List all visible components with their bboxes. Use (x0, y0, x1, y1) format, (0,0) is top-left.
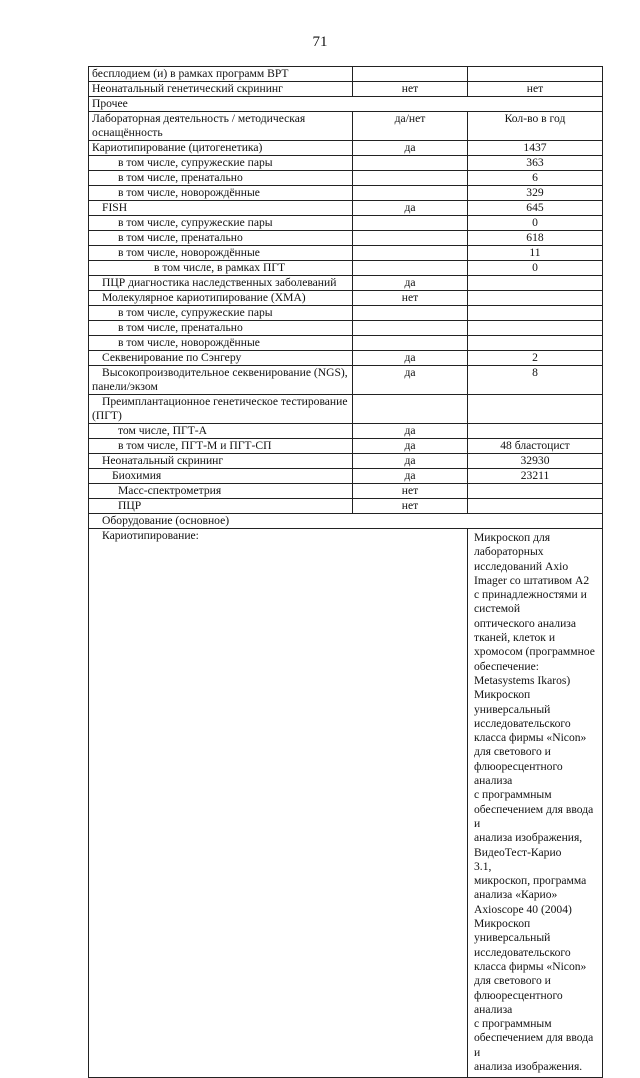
availability-cell: да (353, 201, 468, 216)
table-row (89, 261, 603, 276)
table-row (89, 321, 603, 336)
availability-cell: нет (353, 291, 468, 306)
count-per-year-cell (468, 499, 603, 514)
row-label: в том числе, пренатально (89, 231, 353, 246)
availability-cell: да (353, 424, 468, 439)
row-label: Неонатальный скрининг (89, 454, 353, 469)
availability-cell (353, 306, 468, 321)
availability-cell: да (353, 454, 468, 469)
row-label: Кариотипирование (цитогенетика) (89, 141, 353, 156)
equipment-line: анализа изображения. (474, 1059, 583, 1073)
count-per-year-cell (468, 484, 603, 499)
row-label: в том числе, новорождённые (89, 336, 353, 351)
row-label: ПЦР (89, 499, 353, 514)
row-label: том числе, ПГТ-А (89, 424, 353, 439)
equipment-line: Микроскоп универсальный (474, 917, 551, 945)
equipment-line: с программным обеспечением для ввода и (474, 1017, 594, 1059)
row-label: в том числе, в рамках ПГТ (89, 261, 353, 276)
table-row (89, 514, 603, 529)
count-per-year-cell: 48 бластоцист (468, 439, 603, 454)
table-row (89, 231, 603, 246)
availability-cell (353, 321, 468, 336)
count-per-year-cell (468, 67, 603, 82)
row-label: в том числе, новорождённые (89, 246, 353, 261)
table-row (89, 454, 603, 469)
count-per-year-cell: 618 (468, 231, 603, 246)
count-per-year-cell: 645 (468, 201, 603, 216)
count-per-year-cell: 329 (468, 186, 603, 201)
row-label: Биохимия (89, 469, 353, 484)
equipment-line: оптического анализа тканей, клеток и (474, 616, 576, 645)
count-per-year-cell (468, 306, 603, 321)
table-body (89, 67, 603, 1078)
row-label: Преимплантационное генетическое тестирование (ПГТ) (89, 395, 353, 424)
row-label: Молекулярное кариотипирование (ХМА) (89, 291, 353, 306)
equipment-row (89, 529, 603, 1078)
row-label: в том числе, пренатально (89, 321, 353, 336)
availability-cell (353, 261, 468, 276)
count-per-year-cell: 6 (468, 171, 603, 186)
table-row (89, 246, 603, 261)
availability-cell: да (353, 276, 468, 291)
row-label: ПЦР диагностика наследственных заболеваний (89, 276, 353, 291)
equipment-line: исследовательского класса фирмы «Nicon» (474, 945, 587, 973)
table-row (89, 469, 603, 484)
availability-cell (353, 156, 468, 171)
table-row (89, 351, 603, 366)
row-label: Высокопроизводительное секвенирование (NGS), панели/экзом (89, 366, 353, 395)
count-per-year-cell (468, 424, 603, 439)
equipment-line: 3.1, (474, 859, 492, 873)
equipment-label: Кариотипирование: (89, 529, 468, 1078)
count-per-year-cell: 0 (468, 261, 603, 276)
table-row (89, 97, 603, 112)
availability-cell: да/нет (353, 112, 468, 141)
availability-cell: нет (353, 82, 468, 97)
count-per-year-cell (468, 291, 603, 306)
table-row (89, 201, 603, 216)
equipment-line: исследовательского класса фирмы «Nicon» (474, 716, 587, 745)
count-per-year-cell: 363 (468, 156, 603, 171)
table-row (89, 171, 603, 186)
count-per-year-cell: Кол-во в год (468, 112, 603, 141)
table-row (89, 141, 603, 156)
row-label: Прочее (89, 97, 603, 112)
availability-cell: да (353, 469, 468, 484)
equipment-line: Микроскоп универсальный (474, 688, 551, 716)
table-row (89, 439, 603, 454)
row-label: FISH (89, 201, 353, 216)
row-label: в том числе, пренатально (89, 171, 353, 186)
equipment-line: хромосом (программное обеспечение: (474, 645, 595, 673)
availability-cell: нет (353, 499, 468, 514)
page-number: 71 (312, 34, 328, 50)
row-label: в том числе, супружеские пары (89, 306, 353, 321)
row-label: в том числе, супружеские пары (89, 216, 353, 231)
table-row (89, 484, 603, 499)
table-row (89, 276, 603, 291)
count-per-year-cell: 1437 (468, 141, 603, 156)
table-row (89, 156, 603, 171)
equipment-line: микроскоп, программа анализа «Карио» (474, 874, 587, 902)
row-label: бесплодием (и) в рамках программ ВРТ (89, 67, 353, 82)
count-per-year-cell: 2 (468, 351, 603, 366)
table-row (89, 366, 603, 395)
equipment-line: исследований Axio Imager со штативом A2 (474, 559, 590, 587)
availability-cell: да (353, 141, 468, 156)
count-per-year-cell: 23211 (468, 469, 603, 484)
availability-cell: да (353, 366, 468, 395)
equipment-line: для светового и флюоресцентного анализа (474, 745, 563, 788)
equipment-line: Metasystems Ikaros) (474, 673, 571, 687)
table-row (89, 499, 603, 514)
equipment-line: с программным обеспечением для ввода и (474, 788, 594, 830)
table-row (89, 216, 603, 231)
availability-cell: нет (353, 484, 468, 499)
availability-cell (353, 336, 468, 351)
equipment-line: Axioscope 40 (2004) (474, 902, 572, 916)
count-per-year-cell: 32930 (468, 454, 603, 469)
table-row (89, 336, 603, 351)
availability-cell: да (353, 351, 468, 366)
count-per-year-cell (468, 336, 603, 351)
availability-cell (353, 231, 468, 246)
count-per-year-cell: 11 (468, 246, 603, 261)
equipment-line: анализа изображения, ВидеоТест-Карио (474, 831, 583, 859)
count-per-year-cell (468, 276, 603, 291)
row-label: в том числе, новорождённые (89, 186, 353, 201)
count-per-year-cell: 8 (468, 366, 603, 395)
table-row (89, 395, 603, 424)
row-label: Оборудование (основное) (89, 514, 603, 529)
row-label: Секвенирование по Сэнгеру (89, 351, 353, 366)
count-per-year-cell (468, 395, 603, 424)
table-row (89, 306, 603, 321)
availability-cell (353, 186, 468, 201)
row-label: Неонатальный генетический скрининг (89, 82, 353, 97)
equipment-line: Микроскоп для лабораторных (474, 531, 551, 559)
table-row (89, 112, 603, 141)
table-row (89, 186, 603, 201)
count-per-year-cell: нет (468, 82, 603, 97)
availability-cell (353, 67, 468, 82)
table-row (89, 82, 603, 97)
availability-cell: да (353, 439, 468, 454)
row-label: в том числе, ПГТ-М и ПГТ-СП (89, 439, 353, 454)
lab-activity-table (88, 66, 603, 1078)
availability-cell (353, 246, 468, 261)
row-label: Лабораторная деятельность / методическая оснащённость (89, 112, 353, 141)
equipment-line: для светового и флюоресцентного анализа (474, 974, 563, 1016)
table-row (89, 291, 603, 306)
availability-cell (353, 216, 468, 231)
count-per-year-cell (468, 321, 603, 336)
table-row (89, 67, 603, 82)
availability-cell (353, 395, 468, 424)
count-per-year-cell: 0 (468, 216, 603, 231)
equipment-line: с принадлежностями и системой (474, 588, 587, 616)
table-row (89, 424, 603, 439)
row-label: Масс-спектрометрия (89, 484, 353, 499)
availability-cell (353, 171, 468, 186)
equipment-description (468, 529, 603, 1078)
row-label: в том числе, супружеские пары (89, 156, 353, 171)
